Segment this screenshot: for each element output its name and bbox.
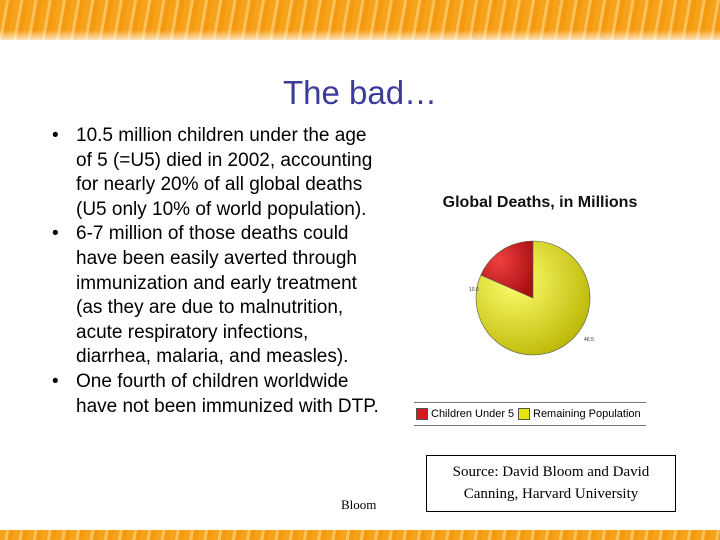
pie-data-label: 46.5 [584,337,594,343]
source-box [426,455,676,512]
bullet-marker: • [52,125,59,146]
attribution-label: Bloom [341,497,377,512]
slide-title: The bad… [282,74,438,111]
pie-data-label: 10.5 [469,287,479,293]
bullet-text: 10.5 million children under the age of 5 (=U5) died in 2002, accounting for nearly 20% of all global deaths (U5 only 10% of world population). [76,125,373,220]
source-line: Source: David Bloom and David [452,464,650,480]
legend-item-children-under-5 [416,408,514,420]
bullet-text: One fourth of children worldwide have not been immunized with DTP. [76,370,379,417]
decorative-bottom-stripe [0,530,720,540]
bullet-text: 6-7 million of those deaths could have been easily averted through immunization and early treatment (as they are due to malnutrition, acute respiratory infections, diarrhea, malaria, and measles). [76,223,357,368]
legend-swatch [416,408,428,420]
legend-label: Remaining Population [533,408,641,420]
legend-label: Children Under 5 [431,408,515,420]
chart-legend [414,402,646,426]
bullet-marker: • [52,223,59,245]
bullet-marker: • [52,370,59,392]
bullet-list [52,124,382,419]
bullet-item [52,370,382,419]
bullet-item [52,124,382,222]
pie-chart [414,220,664,400]
decorative-top-stripe-fade [0,30,720,44]
legend-item-remaining-population [518,408,641,420]
chart-title: Global Deaths, in Millions [442,194,638,211]
source-line: Canning, Harvard University [463,486,639,502]
bullet-item [52,222,382,370]
legend-swatch [518,408,530,420]
